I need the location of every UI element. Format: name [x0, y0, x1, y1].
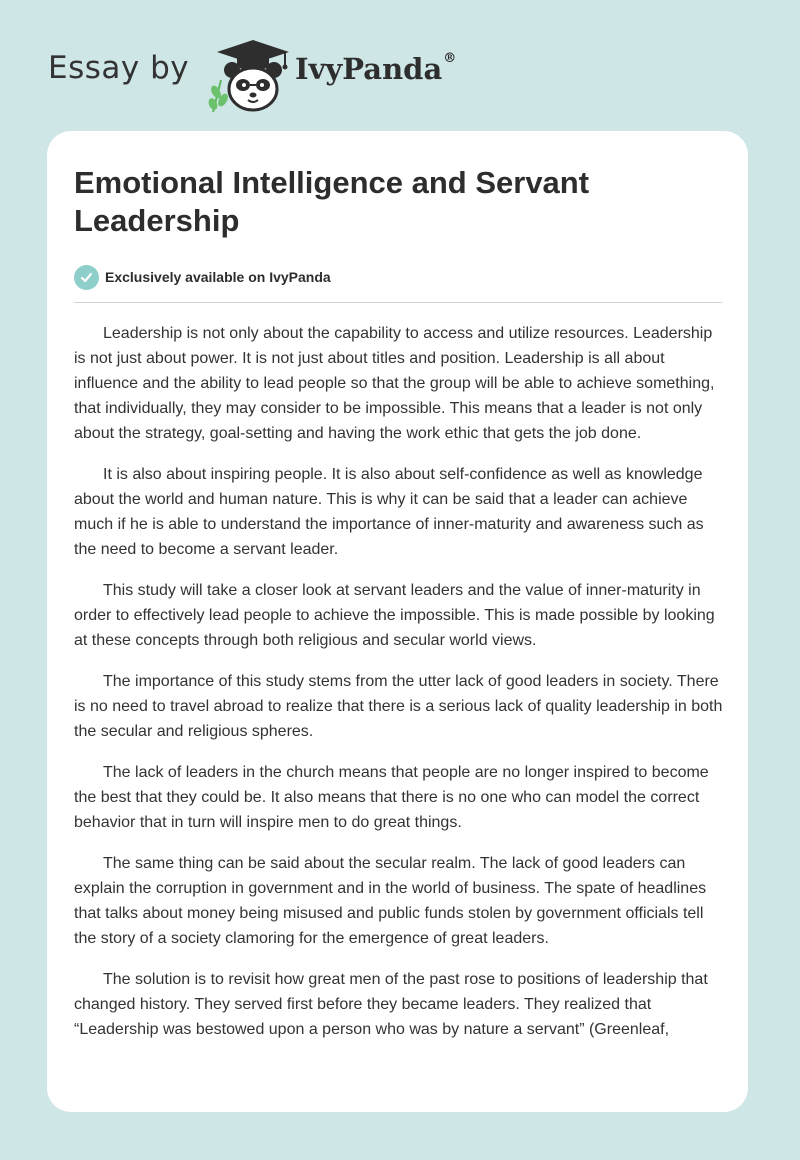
badge-label: Exclusively available on IvyPanda: [105, 269, 331, 285]
paragraph: The lack of leaders in the church means that people are no longer inspired to become the best that they could be. It also means that there is no one who can model the correct behavior that in turn will inspire men to do great things.: [74, 764, 709, 831]
paragraph: Leadership is not only about the capability to access and utilize resources. Leadership is not just about power. It is not just about titles and position. Leadership is all about influence and the ability to lead people so that the group will be able to achieve something, that individually, they may consider to be impossible. This means that a leader is not only about the strategy, goal-setting and having the work ethic that gets the job done.: [74, 325, 715, 442]
site-header: [48, 30, 548, 110]
essay-card: [47, 131, 748, 1112]
registered-mark: ®: [443, 51, 457, 67]
paragraph: The importance of this study stems from the utter lack of good leaders in society. There is no need to travel abroad to realize that there is a serious lack of quality leadership in both the secular and religious spheres.: [74, 673, 723, 740]
brand-text: IvyPanda: [295, 52, 443, 86]
divider: [74, 302, 722, 303]
exclusive-badge: [74, 264, 331, 290]
check-icon: [74, 265, 99, 290]
paragraph: This study will take a closer look at servant leaders and the value of inner-maturity in order to effectively lead people to achieve the impossible. This is made possible by looking at these concepts through both religious and secular world views.: [74, 582, 715, 649]
essay-body: [74, 321, 726, 1058]
panda-logo-icon[interactable]: [203, 34, 295, 114]
paragraph: The same thing can be said about the secular realm. The lack of good leaders can explain the corruption in government and in the world of business. The spate of headlines that talks about money being misused and public funds stolen by government officials tell the story of a society clamoring for the emergence of great leaders.: [74, 855, 707, 947]
paragraph: It is also about inspiring people. It is also about self-confidence as well as knowledge about the world and human nature. This is why it can be said that a leader can achieve much if he is able to understand the importance of inner-maturity and awareness such as the need to become a servant leader.: [74, 466, 704, 558]
essay-by-label: Essay by: [48, 50, 190, 86]
brand-name[interactable]: [295, 52, 456, 86]
page-title: Emotional Intelligence and Servant Leadership: [74, 165, 590, 238]
paragraph: The solution is to revisit how great men of the past rose to positions of leadership that changed history. They served first before they became leaders. They realized that “Leadership was bestowed upon a person who was by nature a servant” (Greenleaf,: [74, 971, 708, 1038]
